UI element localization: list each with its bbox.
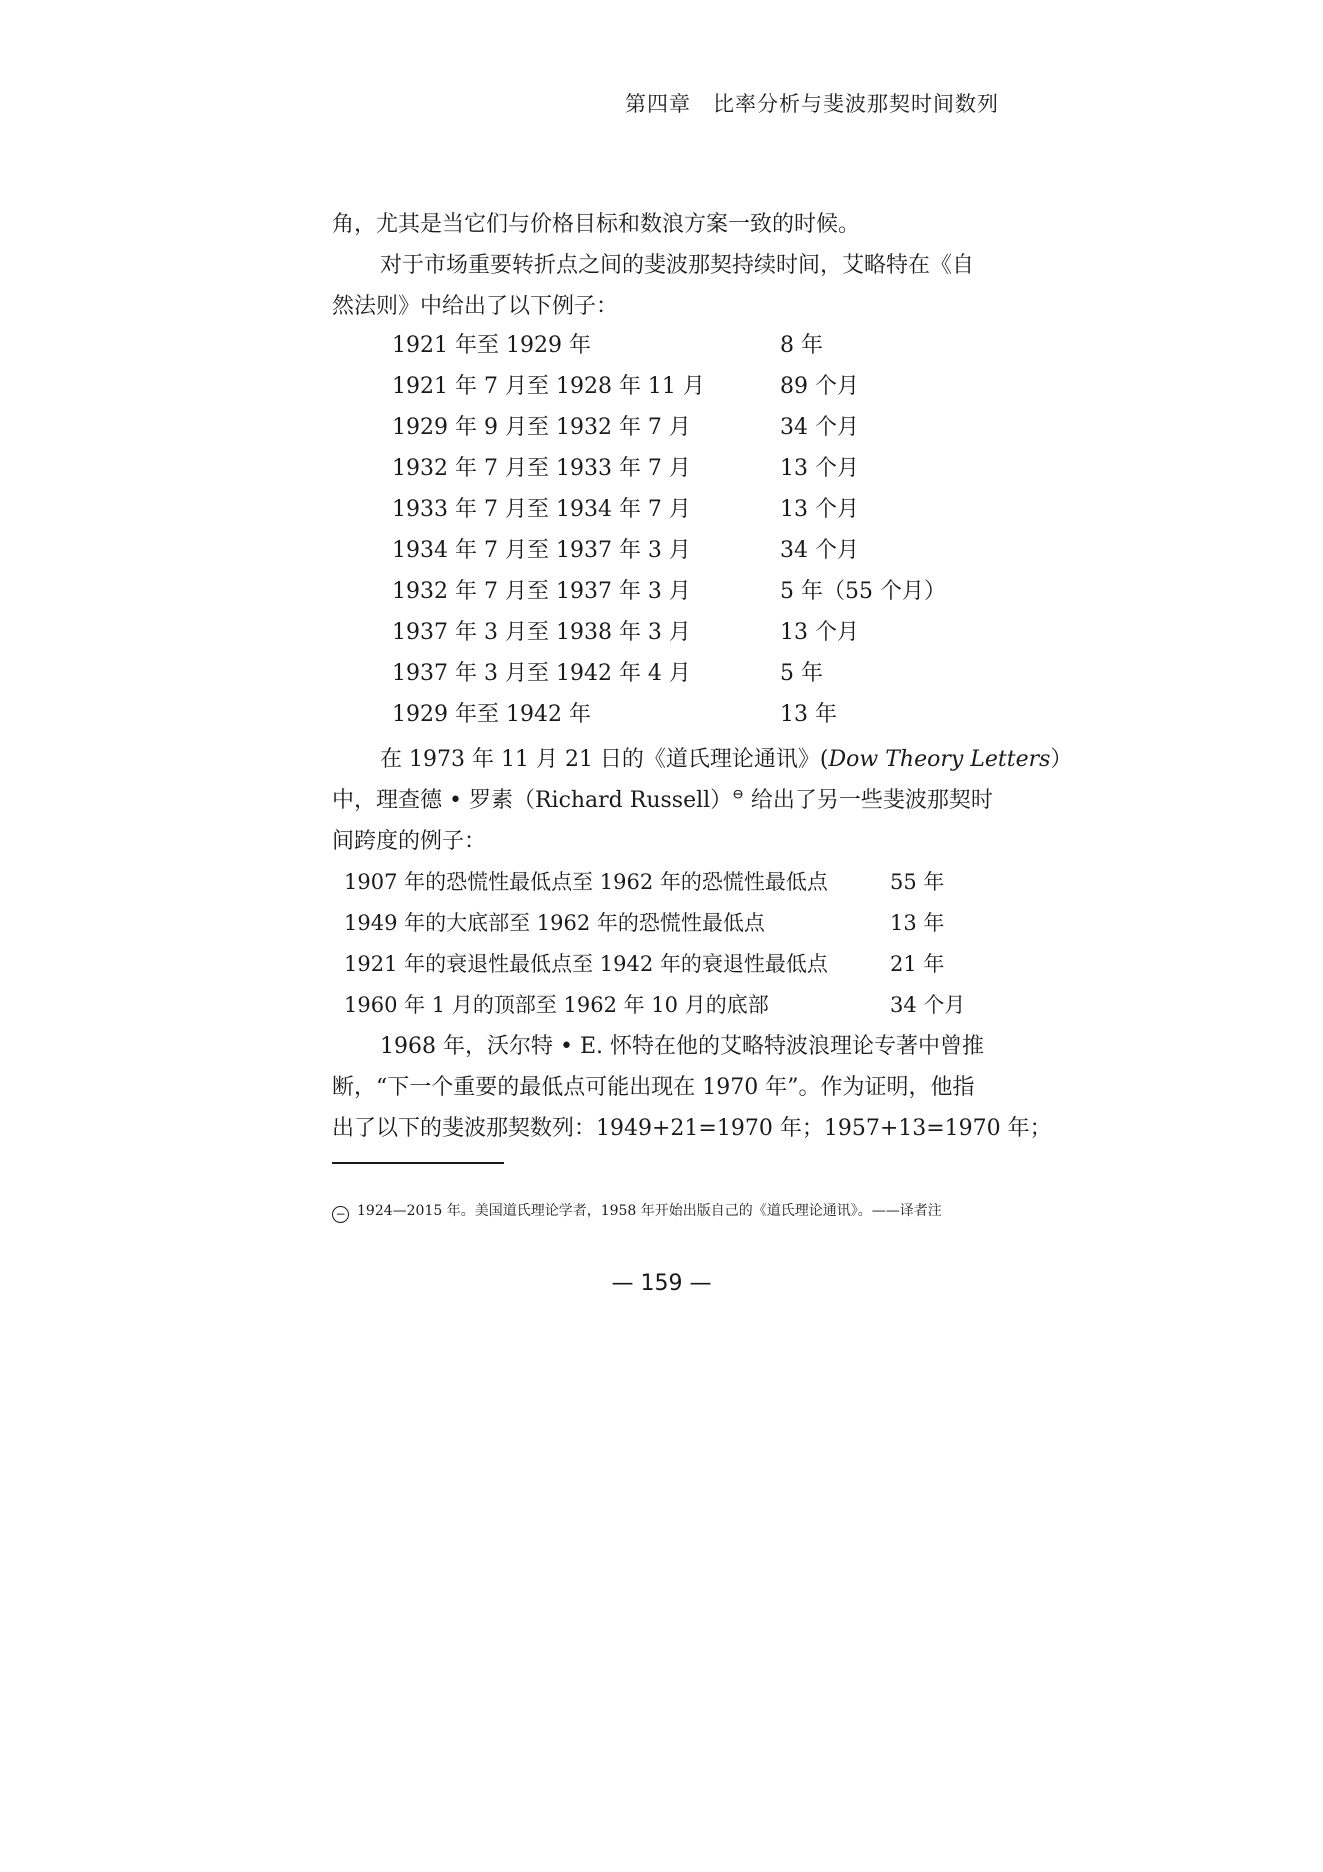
page-number: — 159 — bbox=[611, 1271, 712, 1296]
list-item-span: 1937 年 3 月至 1942 年 4 月 bbox=[392, 661, 691, 686]
list-item-duration: 34 个月 bbox=[780, 415, 859, 440]
list-item-duration: 34 个月 bbox=[890, 993, 966, 1017]
list-item-duration: 13 个月 bbox=[780, 456, 859, 481]
list-item-duration: 13 个月 bbox=[780, 497, 859, 522]
list-item-duration: 5 年（55 个月） bbox=[780, 579, 946, 604]
list-item-span: 1949 年的大底部至 1962 年的恐慌性最低点 bbox=[344, 911, 765, 935]
body-text-bottom bbox=[332, 1026, 1052, 1149]
paragraph-3-line-3: 间跨度的例子： bbox=[332, 829, 487, 854]
list-item-span: 1933 年 7 月至 1934 年 7 月 bbox=[392, 497, 691, 522]
list-item-duration: 55 年 bbox=[890, 870, 945, 894]
dow-theory-letters-title: Dow Theory Letters bbox=[828, 747, 1051, 772]
footnote bbox=[332, 1200, 942, 1223]
list-item-span: 1937 年 3 月至 1938 年 3 月 bbox=[392, 620, 691, 645]
list-item-span: 1921 年 7 月至 1928 年 11 月 bbox=[392, 374, 705, 399]
list-item-span: 1907 年的恐慌性最低点至 1962 年的恐慌性最低点 bbox=[344, 870, 828, 894]
list-item-span: 1932 年 7 月至 1933 年 7 月 bbox=[392, 456, 691, 481]
list-item-duration: 89 个月 bbox=[780, 374, 859, 399]
paragraph-2-line-2: 然法则》中给出了以下例子： bbox=[332, 294, 619, 319]
list-item-span: 1921 年的衰退性最低点至 1942 年的衰退性最低点 bbox=[344, 952, 828, 976]
list-item-span: 1929 年至 1942 年 bbox=[392, 702, 591, 727]
paragraph-3-line-1 bbox=[332, 739, 1073, 780]
list-item-duration: 34 个月 bbox=[780, 538, 859, 563]
footnote-text: 1924—2015 年。美国道氏理论学者，1958 年开始出版自己的《道氏理论通讯》。——译者注 bbox=[357, 1203, 942, 1219]
paragraph-3-text-d: 给出了另一些斐波那契时 bbox=[743, 788, 993, 813]
paragraph-3-text-a: 在 1973 年 11 月 21 日的《道氏理论通讯》( bbox=[380, 747, 829, 772]
paragraph-3-text-c: 中，理查德 • 罗素（Richard Russell） bbox=[332, 788, 733, 813]
list-item-duration: 13 年 bbox=[890, 911, 945, 935]
paragraph-2-line-1: 对于市场重要转折点之间的斐波那契持续时间，艾略特在《自 bbox=[380, 253, 975, 278]
list-item-duration: 5 年 bbox=[780, 661, 823, 686]
list-item-span: 1929 年 9 月至 1932 年 7 月 bbox=[392, 415, 691, 440]
paragraph-3-line-2 bbox=[332, 780, 998, 821]
footnote-marker-icon: − bbox=[332, 1206, 349, 1223]
list-item-span: 1921 年至 1929 年 bbox=[392, 333, 591, 358]
list-item-duration: 8 年 bbox=[780, 333, 823, 358]
list-item-span: 1960 年 1 月的顶部至 1962 年 10 月的底部 bbox=[344, 993, 769, 1017]
running-title: 第四章 比率分析与斐波那契时间数列 bbox=[625, 92, 999, 116]
list-item-span: 1932 年 7 月至 1937 年 3 月 bbox=[392, 579, 691, 604]
footnote-reference-marker[interactable]: ⊖ bbox=[732, 786, 744, 803]
list-item-duration: 13 年 bbox=[780, 702, 837, 727]
list-item-duration: 13 个月 bbox=[780, 620, 859, 645]
paragraph-3-text-b: ） bbox=[1050, 747, 1073, 772]
body-text-top bbox=[332, 204, 998, 327]
footnote-divider bbox=[332, 1162, 504, 1164]
list-item-duration: 21 年 bbox=[890, 952, 945, 976]
list-item-span: 1934 年 7 月至 1937 年 3 月 bbox=[392, 538, 691, 563]
paragraph-4-line-3: 出了以下的斐波那契数列：1949+21=1970 年；1957+13=1970 年； bbox=[332, 1116, 1052, 1141]
paragraph-4-line-2: 断，“下一个重要的最低点可能出现在 1970 年”。作为证明，他指 bbox=[332, 1075, 975, 1100]
paragraph-1: 角，尤其是当它们与价格目标和数浪方案一致的时候。 bbox=[332, 212, 861, 237]
body-text-middle bbox=[332, 739, 1073, 862]
paragraph-4-line-1: 1968 年，沃尔特 • E. 怀特在他的艾略特波浪理论专著中曾推 bbox=[380, 1034, 984, 1059]
